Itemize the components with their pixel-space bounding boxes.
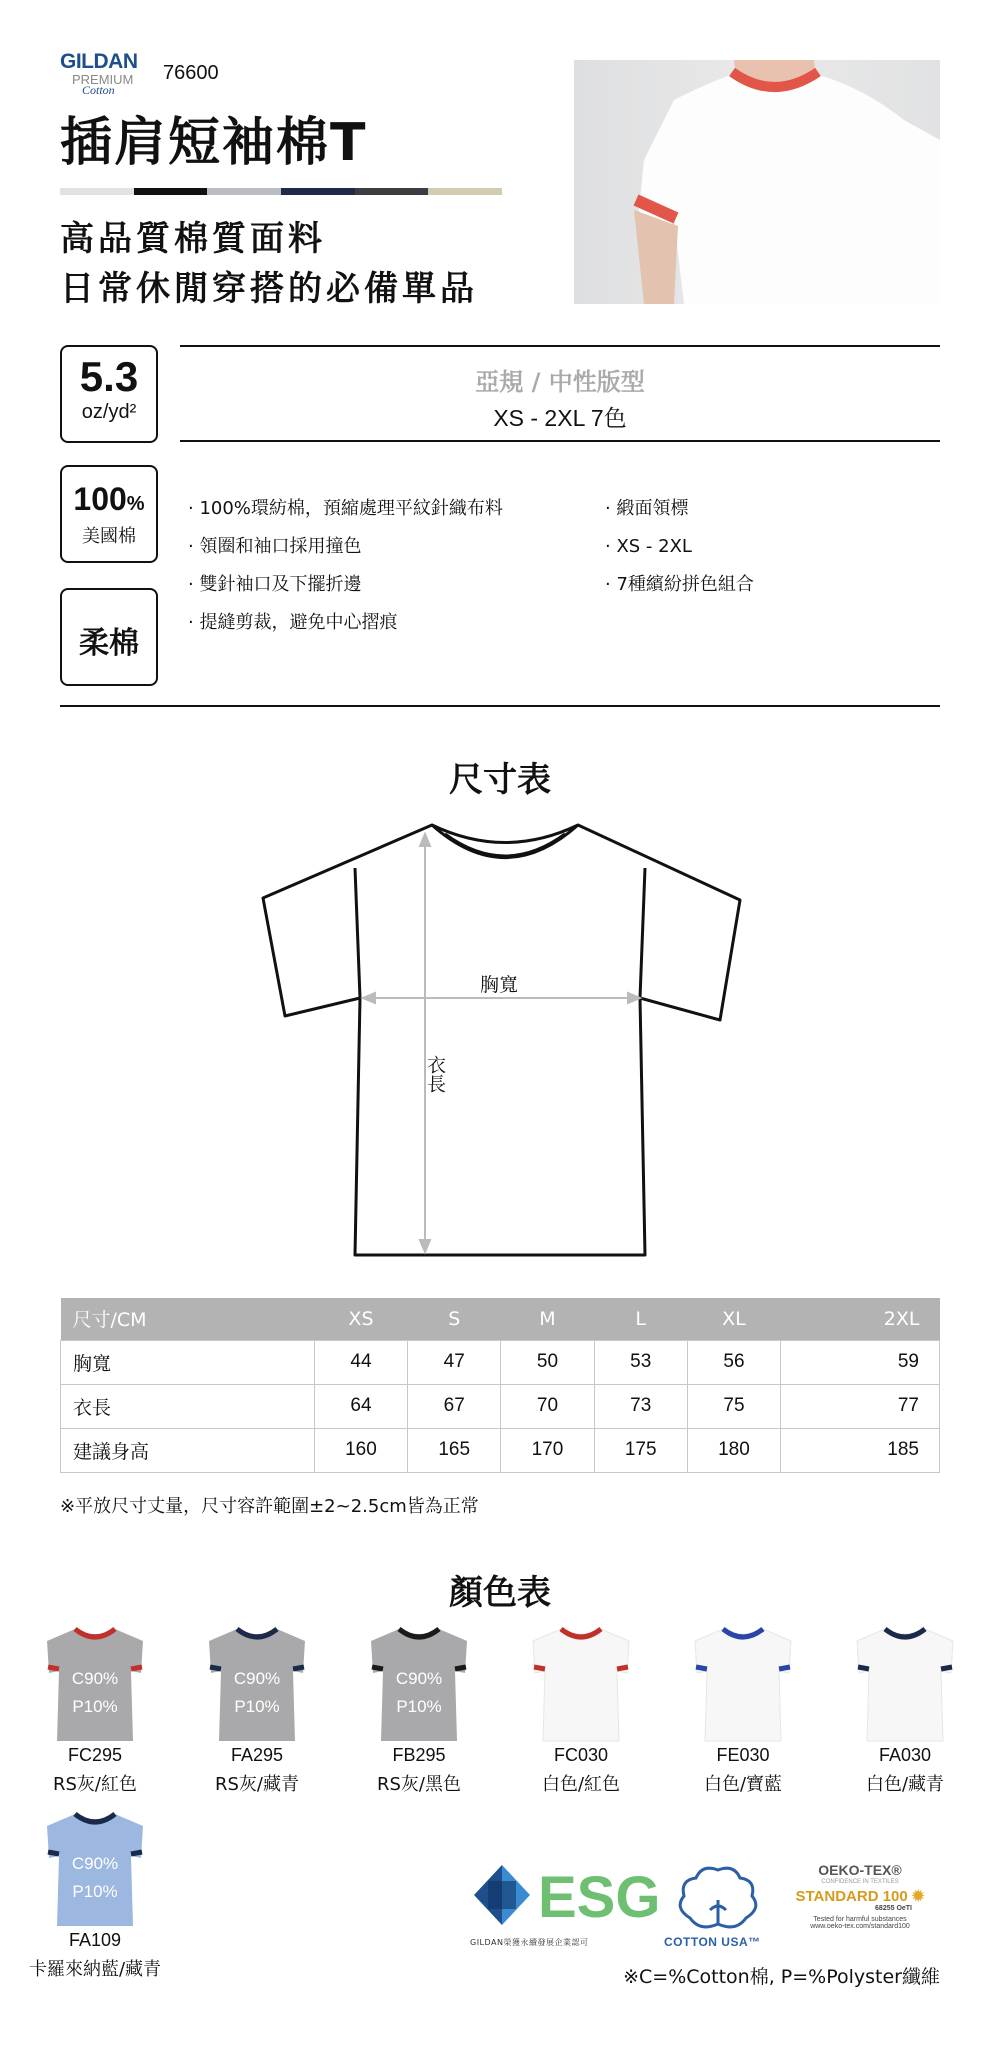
color-code: FA109: [68, 1930, 122, 1950]
gildan-logo: [60, 50, 150, 98]
fabric-composition: [10, 1665, 180, 1721]
color-strip-segment: [60, 188, 134, 195]
fit-label: 亞規 / 中性版型: [475, 368, 645, 396]
table-cell: 70: [501, 1384, 594, 1428]
color-code: FC295: [67, 1745, 123, 1765]
table-cell: 180: [687, 1428, 780, 1472]
feature-item: · 提縫剪裁，避免中心摺痕: [188, 604, 503, 642]
table-cell: 衣長: [61, 1384, 315, 1428]
table-header-row: [61, 1298, 940, 1340]
color-swatch: [658, 1625, 828, 1796]
oeko-title: OEKO-TEX®: [818, 1862, 902, 1878]
composition-line: C90%: [71, 1669, 119, 1688]
table-header-cell: M: [501, 1298, 594, 1340]
tshirt-diagram: [255, 820, 755, 1264]
cotton-percent-sign: %: [126, 493, 145, 515]
table-cell: 56: [687, 1340, 780, 1384]
color-strip-segment: [428, 188, 502, 195]
table-header-cell: XS: [314, 1298, 407, 1340]
esg-mark: ESG: [538, 1865, 660, 1930]
weight-unit: oz/yd²: [81, 401, 137, 423]
swatch-tshirt: [853, 1625, 957, 1743]
table-row: [61, 1340, 940, 1384]
oeko-note: Tested for harmful substances: [813, 1916, 907, 1923]
swatch-tshirt: [529, 1625, 633, 1743]
table-cell: 185: [781, 1428, 940, 1472]
product-photo: [574, 60, 940, 304]
cotton-percent: [62, 481, 156, 518]
color-strip-segment: [355, 188, 429, 195]
composition-line: C90%: [233, 1669, 281, 1688]
color-name: 白色/紅色: [541, 1774, 621, 1795]
color-name: 白色/寶藍: [703, 1774, 783, 1795]
fabric-weight-badge: [60, 345, 158, 443]
table-cell: 胸寬: [61, 1340, 315, 1384]
feature-list: [188, 490, 503, 642]
brand-line: Cotton: [82, 83, 115, 97]
color-swatch: [334, 1625, 504, 1796]
table-cell: 77: [781, 1384, 940, 1428]
color-swatch: [820, 1625, 990, 1796]
table-cell: 59: [781, 1340, 940, 1384]
table-cell: 67: [408, 1384, 501, 1428]
table-header-cell: XL: [687, 1298, 780, 1340]
feature-list: [605, 490, 754, 604]
divider: [180, 440, 940, 442]
subtitle-line: 日常休閒穿搭的必備單品: [60, 269, 478, 309]
feature-item: · 100%環紡棉，預縮處理平紋針織布料: [188, 490, 503, 528]
size-range: XS - 2XL 7色: [493, 405, 627, 431]
cotton-usa-text: COTTON USA™: [664, 1935, 761, 1949]
composition-legend: ※C=%Cotton棉, P=%Polyster纖維: [623, 1966, 940, 1988]
oeko-standard: [780, 1887, 940, 1905]
cotton-usa-logo: [670, 1862, 766, 1938]
color-strip: [60, 188, 502, 195]
table-cell: 47: [408, 1340, 501, 1384]
chest-width-label: 胸寬: [480, 974, 519, 996]
table-row: [61, 1384, 940, 1428]
esg-caption: GILDAN榮獲永續發展企業認可: [470, 1938, 589, 1947]
table-cell: 165: [408, 1428, 501, 1472]
color-code: FA030: [878, 1745, 932, 1765]
color-swatch: [496, 1625, 666, 1796]
feature-item: · XS - 2XL: [605, 528, 754, 566]
color-swatch: [10, 1625, 180, 1796]
oeko-tagline: CONFIDENCE IN TEXTILES: [821, 1879, 899, 1885]
composition-line: P10%: [72, 1882, 118, 1901]
table-header-cell: S: [408, 1298, 501, 1340]
feature-item: · 7種繽紛拼色組合: [605, 566, 754, 604]
color-code: FB295: [392, 1745, 446, 1765]
cotton-origin: 美國棉: [82, 526, 136, 547]
color-name: RS灰/黑色: [377, 1774, 461, 1795]
table-header-cell: 尺寸/CM: [61, 1298, 315, 1340]
color-code: FC030: [553, 1745, 609, 1765]
color-strip-segment: [281, 188, 355, 195]
swatch-tshirt: [691, 1625, 795, 1743]
color-strip-segment: [134, 188, 208, 195]
oeko-standard-text: STANDARD 100: [795, 1888, 908, 1905]
color-name: RS灰/紅色: [53, 1774, 137, 1795]
table-cell: 53: [594, 1340, 687, 1384]
divider: [180, 345, 940, 347]
subtitle-line: 高品質棉質面料: [60, 219, 326, 259]
table-header-cell: L: [594, 1298, 687, 1340]
soft-cotton-badge: [60, 588, 158, 686]
feature-item: · 領圈和袖口採用撞色: [188, 528, 503, 566]
color-name: 卡羅來納藍/藏青: [28, 1959, 162, 1980]
feature-item: · 雙針袖口及下擺折邊: [188, 566, 503, 604]
table-cell: 175: [594, 1428, 687, 1472]
color-swatch: [172, 1625, 342, 1796]
composition-line: C90%: [395, 1669, 443, 1688]
table-row: [61, 1428, 940, 1472]
product-subtitle: [60, 214, 478, 314]
cotton-badge: [60, 465, 158, 563]
composition-line: P10%: [234, 1697, 280, 1716]
table-cell: 160: [314, 1428, 407, 1472]
color-name: RS灰/藏青: [215, 1774, 299, 1795]
model-number: 76600: [163, 62, 219, 84]
divider: [60, 705, 940, 707]
composition-line: P10%: [396, 1697, 442, 1716]
table-cell: 170: [501, 1428, 594, 1472]
fabric-composition: [334, 1665, 504, 1721]
table-cell: 44: [314, 1340, 407, 1384]
table-header-cell: 2XL: [781, 1298, 940, 1340]
color-chart-title: 顏色表: [449, 1573, 551, 1613]
table-cell: 75: [687, 1384, 780, 1428]
body-length-label: 衣長: [424, 1055, 446, 1093]
color-code: FE030: [716, 1745, 770, 1765]
color-name: 白色/藏青: [865, 1774, 945, 1795]
cotton-percent-value: 100: [73, 481, 127, 517]
table-cell: 64: [314, 1384, 407, 1428]
esg-logo: [470, 1855, 660, 1935]
soft-label: 柔棉: [79, 626, 139, 661]
brand-name: GILDAN: [60, 50, 138, 73]
color-code: FA295: [230, 1745, 284, 1765]
size-note: ※平放尺寸丈量，尺寸容許範圍±2~2.5cm皆為正常: [60, 1496, 479, 1517]
composition-line: P10%: [72, 1697, 118, 1716]
oeko-url: www.oeko-tex.com/standard100: [810, 1923, 910, 1930]
sun-icon: ✹: [911, 1888, 925, 1905]
size-table: [60, 1298, 940, 1473]
weight-value: 5.3: [79, 353, 139, 400]
brand-line: PREMIUM: [72, 72, 134, 87]
fabric-composition: [10, 1850, 180, 1906]
color-swatch: [10, 1810, 180, 1981]
size-chart-title: 尺寸表: [449, 760, 551, 800]
oeko-tex-label: [780, 1862, 940, 1930]
composition-line: C90%: [71, 1854, 119, 1873]
color-strip-segment: [207, 188, 281, 195]
fabric-composition: [172, 1665, 342, 1721]
table-cell: 73: [594, 1384, 687, 1428]
feature-item: · 緞面領標: [605, 490, 754, 528]
table-cell: 建議身高: [61, 1428, 315, 1472]
table-cell: 50: [501, 1340, 594, 1384]
oeko-number: 68255 OeTI: [875, 1905, 912, 1912]
product-title: 插肩短袖棉T: [60, 113, 368, 173]
